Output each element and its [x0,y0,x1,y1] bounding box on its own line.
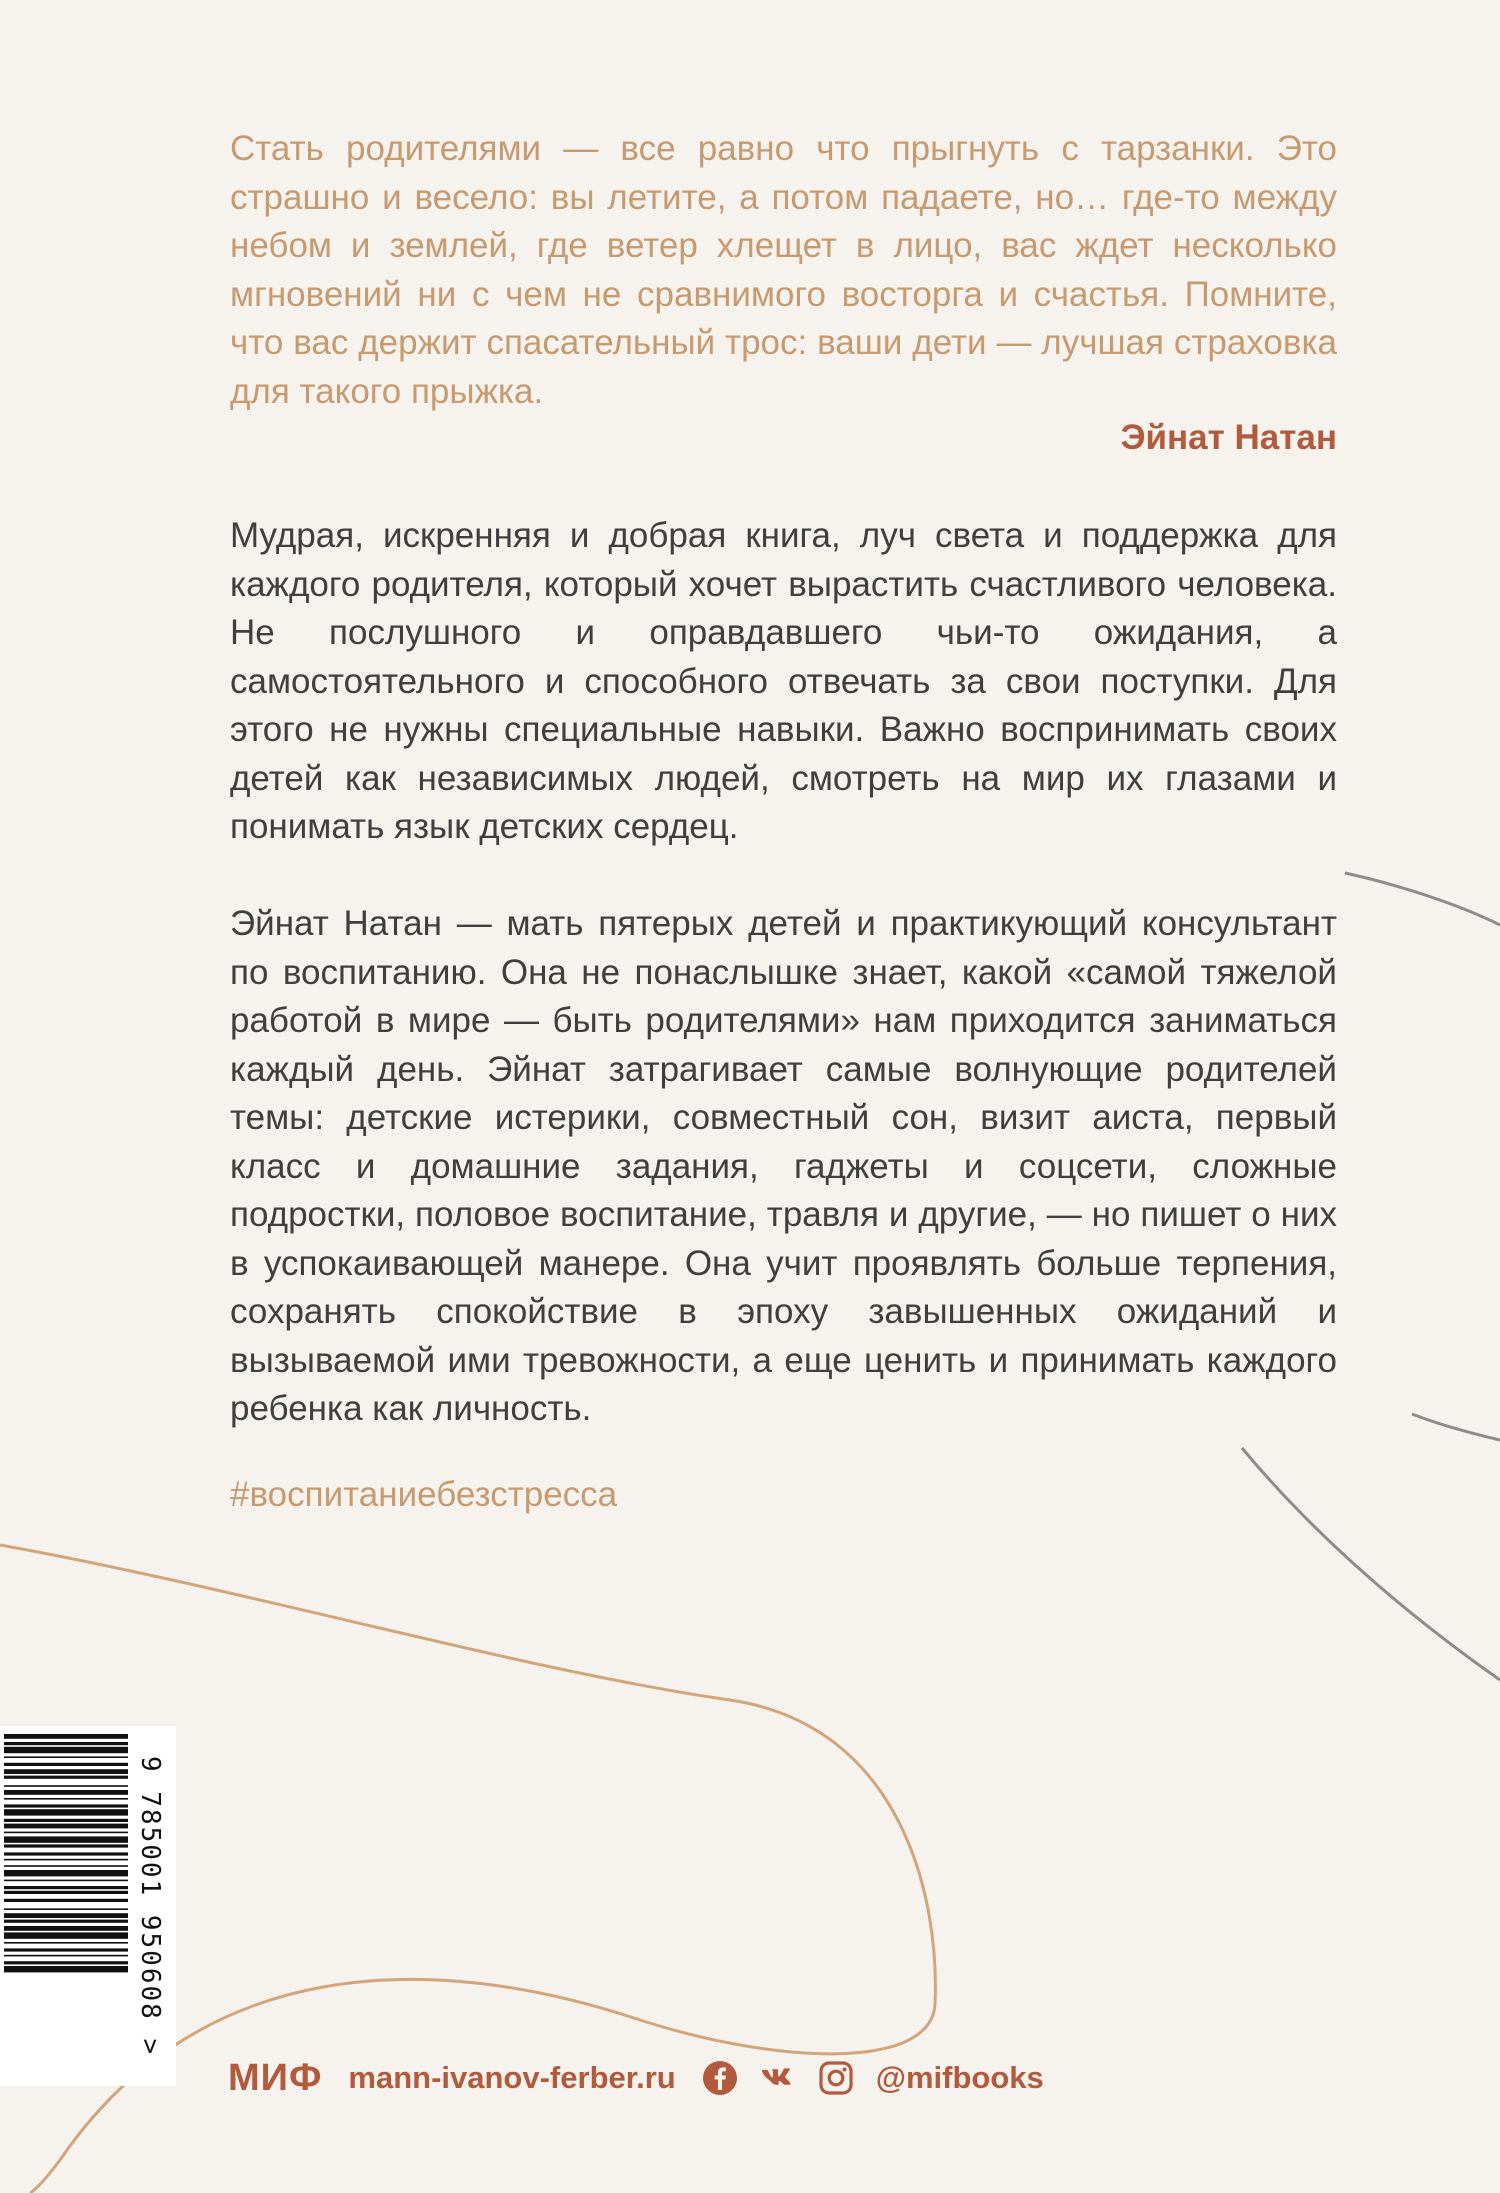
barcode-bar [4,1763,128,1766]
barcode-bar [4,1926,128,1931]
barcode-bar [4,1913,128,1918]
barcode-bar [4,1870,128,1876]
barcode-bar [4,1742,128,1745]
epigraph-quote: Стать родителями — все равно что прыгнуть с тарзанки. Это страшно и весело: вы летите, а потом падаете, но… где-то между небом и землей, где ветер хлещет в лицо, вас ждет несколько мгновений ни с чем не сравнимого восторга и счастья. Помните, что вас держит спасательный трос: ваши дети — лучшая страховка для такого прыжка. [230,129,1337,411]
instagram-icon[interactable] [818,2060,854,2096]
barcode-bar [4,1955,128,1957]
barcode-bar [4,1785,128,1787]
description-paragraph-1: Мудрая, искренняя и добрая книга, луч света и поддержка для каждого родителя, который хочет вырастить счастливого человека. Не послушного и оправдавшего чьи-то ожидания, а самостоятельного и способного отвечать за свои поступки. Для этого не нужны специальные навыки. Важно воспринимать своих детей как независимых людей, смотреть на мир их глазами и понимать язык детских сердец. [230,516,1337,846]
barcode-bar [4,1824,128,1829]
barcode-bar [4,1886,128,1889]
social-handle[interactable]: @mifbooks [875,2060,1044,2095]
barcode-bar [4,1880,128,1882]
quote-author: Эйнат Натан [1120,418,1337,457]
barcode-bar [4,1819,128,1822]
barcode-bar [4,1920,128,1923]
decorative-curve-gray-top [1345,873,1500,925]
decorative-curve-gray-bottom [1242,1448,1500,1680]
barcode-bar [4,1852,128,1855]
barcode-bar [4,1747,128,1753]
barcode-bar [4,1961,128,1964]
barcode-bar [4,1734,128,1739]
barcode-bar [4,1832,128,1834]
publisher-footer [228,2050,1044,2106]
barcode-bar [4,1966,128,1972]
barcode-bar [4,1859,128,1861]
barcode-bar [4,1908,128,1910]
vk-icon[interactable] [760,2060,796,2096]
barcode-bar [4,1899,128,1902]
decorative-curve-gray-middle [1412,1414,1500,1440]
description-paragraph-2: Эйнат Натан — мать пятерых детей и практикующий консультант по воспитанию. Она не понаслышке знает, какой «самой тяжелой работой в мире — быть родителями» нам приходится заниматься каждый день. Эйнат затрагивает самые волнующие родителей темы: детские истерики, совместный сон, визит аиста, первый класс и домашние задания, гаджеты и соцсети, сложные подростки, половое воспитание, травля и другие, — но пишет о них в успокаивающей манере. Она учит проявлять больше терпения, сохранять спокойствие в эпоху завышенных ожиданий и вызываемой ими тревожности, а еще ценить и принимать каждого ребенка как личность. [230,904,1337,1428]
barcode-bar [4,1844,128,1847]
hashtag: #воспитаниебезстресса [230,1475,618,1514]
barcode-bar [4,1804,128,1807]
barcode-bar [4,1798,128,1800]
barcode-bar [4,1809,128,1815]
barcode-bar [4,1942,128,1944]
barcode-bar [4,1891,128,1894]
barcode-bar [4,1790,128,1795]
barcode-bar [4,1776,128,1779]
barcode-digits: 9 785001 950608 > [135,1755,165,2057]
publisher-logo: МИФ [228,2056,323,2099]
facebook-icon[interactable] [702,2060,738,2096]
barcode-bar [4,1948,128,1951]
barcode-bars [0,1726,132,2086]
barcode-bar [4,1865,128,1867]
barcode-bar [4,1756,128,1758]
publisher-website-link[interactable]: mann-ivanov-ferber.ru [348,2060,676,2095]
barcode-bar [4,1932,128,1938]
barcode-bar [4,1769,128,1774]
barcode-bar [4,1836,128,1842]
